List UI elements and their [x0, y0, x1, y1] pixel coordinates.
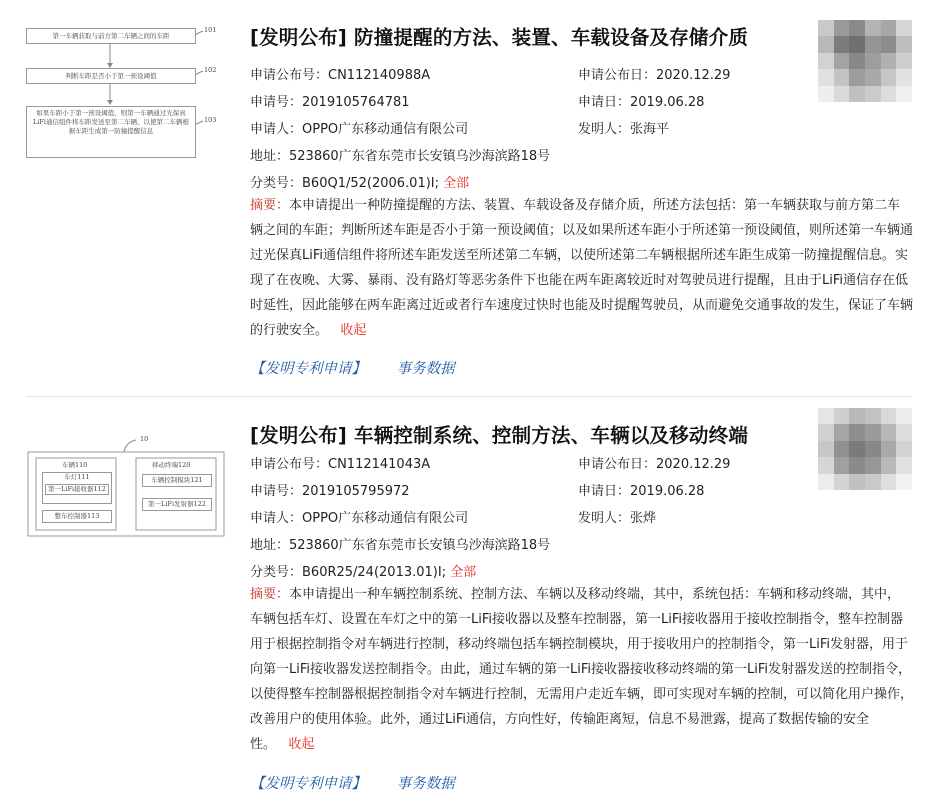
affairs-data-link[interactable]: 事务数据 — [396, 361, 455, 377]
applicant: 申请人：OPPO广东移动通信有限公司 — [250, 511, 469, 526]
pub-number: 申请公布号：CN112140988A — [250, 68, 431, 83]
affairs-data-link[interactable]: 事务数据 — [396, 776, 455, 792]
flow-step-1: 第一车辆获取与前方第二车辆之间的车距 — [26, 28, 196, 44]
app-date: 申请日：2019.06.28 — [578, 95, 705, 110]
blurred-image — [818, 20, 912, 102]
classification-row — [250, 172, 469, 191]
classification: 分类号：B60R25/24(2013.01)I; — [250, 565, 447, 580]
flow-num-2: 102 — [204, 66, 217, 74]
pub-date: 申请公布日：2020.12.29 — [578, 457, 731, 472]
pub-date: 申请公布日：2020.12.29 — [578, 68, 731, 83]
abstract-text: 本申请提出一种防撞提醒的方法、装置、车载设备及存储介质，所述方法包括：第一车辆获取与前方第二车辆之间的车距；判断所述车距是否小于第一预设阈值；以及如果所述车距小于所述第一预设阈值，则所述第一车辆通过光保真LiFi通信组件将所述车距发送至所述第二车辆，以使所述第二车辆根据所述车距生成第一防撞提醒信息。实现了在夜晚、大雾、暴雨、没有路灯等恶劣条件下也能在两车距离较近时对驾驶员进行提醒，且由于LiFi通信存在低时延性，因此能够在两车距离过近或者行车速度过快时也能及时提醒驾驶员，从而避免交通事故的发生，保证了车辆的行驶安全。 — [250, 198, 914, 338]
flow-num-1: 101 — [204, 26, 217, 34]
patent-title[interactable]: [发明公布] 车辆控制系统、控制方法、车辆以及移动终端 — [250, 424, 749, 447]
lamp-label: 车灯111 — [64, 473, 90, 481]
transmitter-box: 第一LiFi发射器122 — [142, 498, 212, 511]
all-classes-link[interactable]: 全部 — [443, 176, 470, 191]
all-classes-link[interactable]: 全部 — [450, 565, 477, 580]
lamp-box — [42, 472, 112, 504]
patent-drawing-thumbnail[interactable] — [26, 18, 226, 178]
address: 地址：523860广东省东莞市长安镇乌沙海滨路18号 — [250, 538, 551, 553]
blurred-image — [818, 408, 912, 490]
app-number: 申请号：2019105764781 — [250, 95, 410, 110]
inventor: 发明人：张海平 — [578, 122, 670, 137]
flow-num-3: 103 — [204, 116, 217, 124]
receiver-box: 第一LiFi接收器112 — [45, 484, 109, 495]
abstract-label: 摘要： — [250, 587, 290, 602]
patent-application-link[interactable]: 【发明专利申请】 — [250, 361, 366, 377]
result-item-1 — [0, 0, 931, 392]
system-num: 10 — [140, 435, 149, 443]
classification: 分类号：B60Q1/52(2006.01)I; — [250, 176, 440, 191]
abstract — [250, 582, 913, 757]
collapse-link[interactable]: 收起 — [340, 323, 367, 338]
flow-step-2: 判断车距是否小于第一预设阈值 — [26, 68, 196, 84]
collapse-link[interactable]: 收起 — [288, 737, 315, 752]
abstract — [250, 193, 913, 343]
applicant: 申请人：OPPO广东移动通信有限公司 — [250, 122, 469, 137]
result-item-2 — [0, 400, 931, 805]
inventor: 发明人：张烨 — [578, 511, 657, 526]
address: 地址：523860广东省东莞市长安镇乌沙海滨路18号 — [250, 149, 551, 164]
module-box: 车辆控制模块121 — [142, 474, 212, 487]
flow-step-3: 如果车距小于第一预设阈值，则第一车辆通过光保真LiFi通信组件将车距发送至第二车辆，以使第二车辆根据车距生成第一防撞提醒信息 — [26, 106, 196, 158]
result-divider — [26, 396, 912, 397]
terminal-label: 移动终端120 — [152, 461, 191, 469]
app-date: 申请日：2019.06.28 — [578, 484, 705, 499]
abstract-text: 本申请提出一种车辆控制系统、控制方法、车辆以及移动终端，其中，系统包括：车辆和移动终端，其中，车辆包括车灯、设置在车灯之中的第一LiFi接收器以及整车控制器，第一LiFi接收器用于接收控制指令，整车控制器用于根据控制指令对车辆进行控制，移动终端包括车辆控制模块，用于接收用户的控制指令，第一LiFi发射器，用于向第一LiFi接收器发送控制指令。由此，通过车辆的第一LiFi接收器接收移动终端的第一LiFi发射器发送的控制指令，以使得整车控制器根据控制指令对车辆进行控制，无需用户走近车辆，即可实现对车辆的控制，可以简化用户操作，改善用户的使用体验。此外，通过LiFi通信，方向性好，传输距离短，信息不易泄露，提高了数据传输的安全性。 — [250, 587, 914, 752]
vcu-box: 整车控制器113 — [42, 510, 112, 523]
record-links — [250, 357, 455, 378]
patent-application-link[interactable]: 【发明专利申请】 — [250, 776, 366, 792]
vehicle-label: 车辆110 — [62, 461, 88, 469]
pub-number: 申请公布号：CN112141043A — [250, 457, 431, 472]
classification-row — [250, 561, 476, 580]
record-links — [250, 772, 455, 793]
abstract-label: 摘要： — [250, 198, 290, 213]
patent-title[interactable]: [发明公布] 防撞提醒的方法、装置、车载设备及存储介质 — [250, 26, 749, 49]
patent-drawing-thumbnail[interactable] — [26, 418, 226, 578]
app-number: 申请号：2019105795972 — [250, 484, 410, 499]
